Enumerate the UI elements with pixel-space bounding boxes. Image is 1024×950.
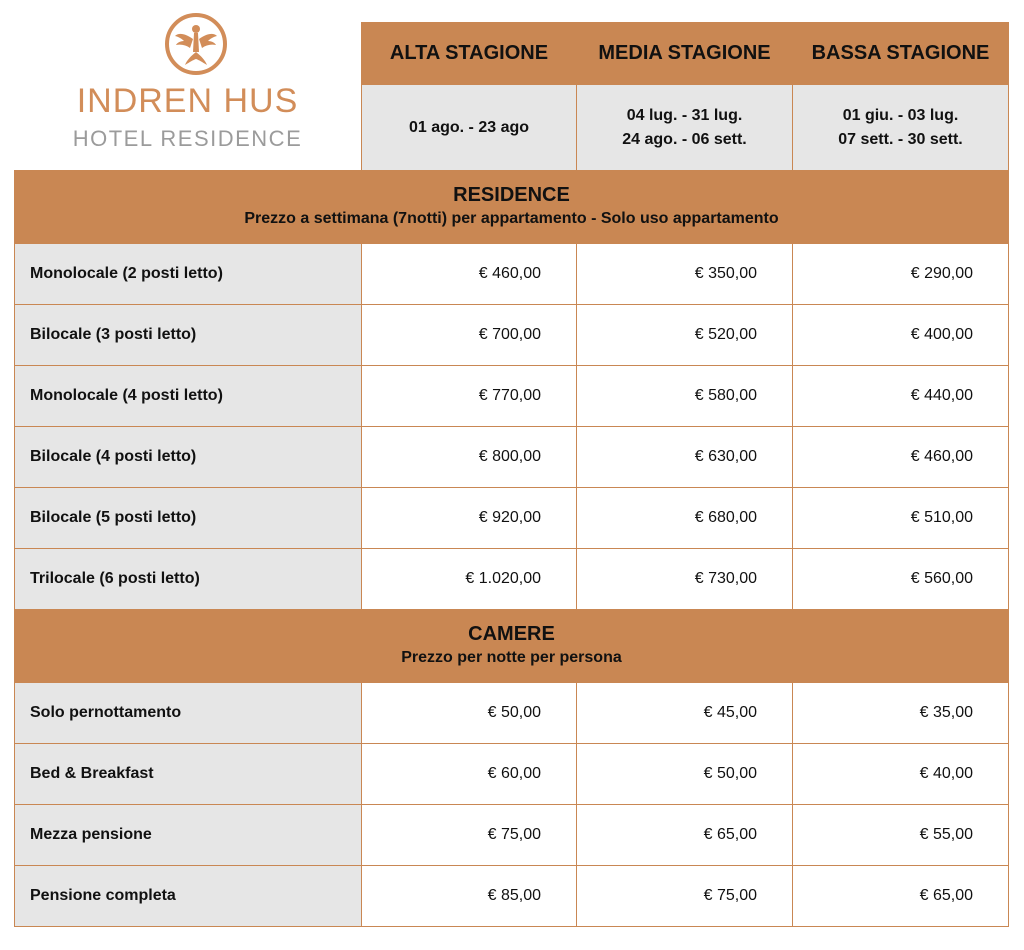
price-cell: € 700,00	[362, 305, 577, 366]
price-cell: € 75,00	[577, 866, 793, 927]
room-type-label: Monolocale (2 posti letto)	[15, 244, 362, 305]
date-range: 07 sett. - 30 sett.	[838, 130, 963, 148]
section-subtitle: Prezzo per notte per persona	[401, 649, 622, 666]
section-subtitle: Prezzo a settimana (7notti) per appartamento - Solo uso appartamento	[244, 210, 779, 227]
price-cell: € 520,00	[577, 305, 793, 366]
table-row	[15, 805, 1009, 866]
price-cell: € 1.020,00	[362, 549, 577, 610]
section-title: CAMERE	[468, 623, 555, 645]
table-row	[15, 366, 1009, 427]
room-type-label: Bilocale (5 posti letto)	[15, 488, 362, 549]
price-cell: € 65,00	[793, 866, 1009, 927]
room-type-label: Bed & Breakfast	[15, 744, 362, 805]
price-cell: € 730,00	[577, 549, 793, 610]
table-row	[15, 244, 1009, 305]
season-name: MEDIA STAGIONE	[577, 23, 793, 85]
date-range: 24 ago. - 06 sett.	[622, 130, 747, 148]
price-cell: € 55,00	[793, 805, 1009, 866]
phoenix-emblem-icon	[164, 12, 228, 76]
section-title: RESIDENCE	[453, 184, 570, 206]
price-cell: € 630,00	[577, 427, 793, 488]
price-cell: € 580,00	[577, 366, 793, 427]
date-range: 04 lug. - 31 lug.	[626, 106, 743, 124]
table-row	[15, 683, 1009, 744]
season-dates	[362, 85, 577, 171]
price-cell: € 65,00	[577, 805, 793, 866]
price-cell: € 460,00	[362, 244, 577, 305]
price-cell: € 560,00	[793, 549, 1009, 610]
season-dates	[577, 85, 793, 171]
price-cell: € 75,00	[362, 805, 577, 866]
price-cell: € 45,00	[577, 683, 793, 744]
table-row	[15, 427, 1009, 488]
room-type-label: Trilocale (6 posti letto)	[15, 549, 362, 610]
date-range: 01 ago. - 23 ago	[408, 118, 530, 136]
section-header	[15, 171, 1009, 244]
room-type-label: Mezza pensione	[15, 805, 362, 866]
table-row	[15, 866, 1009, 927]
room-type-label: Bilocale (3 posti letto)	[15, 305, 362, 366]
brand-subtitle: HOTEL RESIDENCE	[72, 126, 303, 151]
price-cell: € 510,00	[793, 488, 1009, 549]
section-header-row	[15, 610, 1009, 683]
table-row	[15, 549, 1009, 610]
sections-body	[15, 171, 1009, 927]
season-name: ALTA STAGIONE	[362, 23, 577, 85]
table-row	[15, 744, 1009, 805]
price-cell: € 400,00	[793, 305, 1009, 366]
room-type-label: Solo pernottamento	[15, 683, 362, 744]
date-range: 01 giu. - 03 lug.	[842, 106, 959, 124]
price-cell: € 770,00	[362, 366, 577, 427]
price-cell: € 460,00	[793, 427, 1009, 488]
table-row	[15, 305, 1009, 366]
brand-name: INDREN HUS	[76, 82, 299, 120]
room-type-label: Monolocale (4 posti letto)	[15, 366, 362, 427]
price-cell: € 40,00	[793, 744, 1009, 805]
price-cell: € 85,00	[362, 866, 577, 927]
price-cell: € 50,00	[362, 683, 577, 744]
table-row	[15, 488, 1009, 549]
price-cell: € 60,00	[362, 744, 577, 805]
price-cell: € 35,00	[793, 683, 1009, 744]
section-header-row	[15, 171, 1009, 244]
season-dates	[793, 85, 1009, 171]
hotel-logo	[14, 0, 361, 168]
room-type-label: Bilocale (4 posti letto)	[15, 427, 362, 488]
price-cell: € 800,00	[362, 427, 577, 488]
price-cell: € 440,00	[793, 366, 1009, 427]
room-type-label: Pensione completa	[15, 866, 362, 927]
price-cell: € 680,00	[577, 488, 793, 549]
price-cell: € 290,00	[793, 244, 1009, 305]
season-name: BASSA STAGIONE	[793, 23, 1009, 85]
price-cell: € 920,00	[362, 488, 577, 549]
price-cell: € 350,00	[577, 244, 793, 305]
section-header	[15, 610, 1009, 683]
price-cell: € 50,00	[577, 744, 793, 805]
